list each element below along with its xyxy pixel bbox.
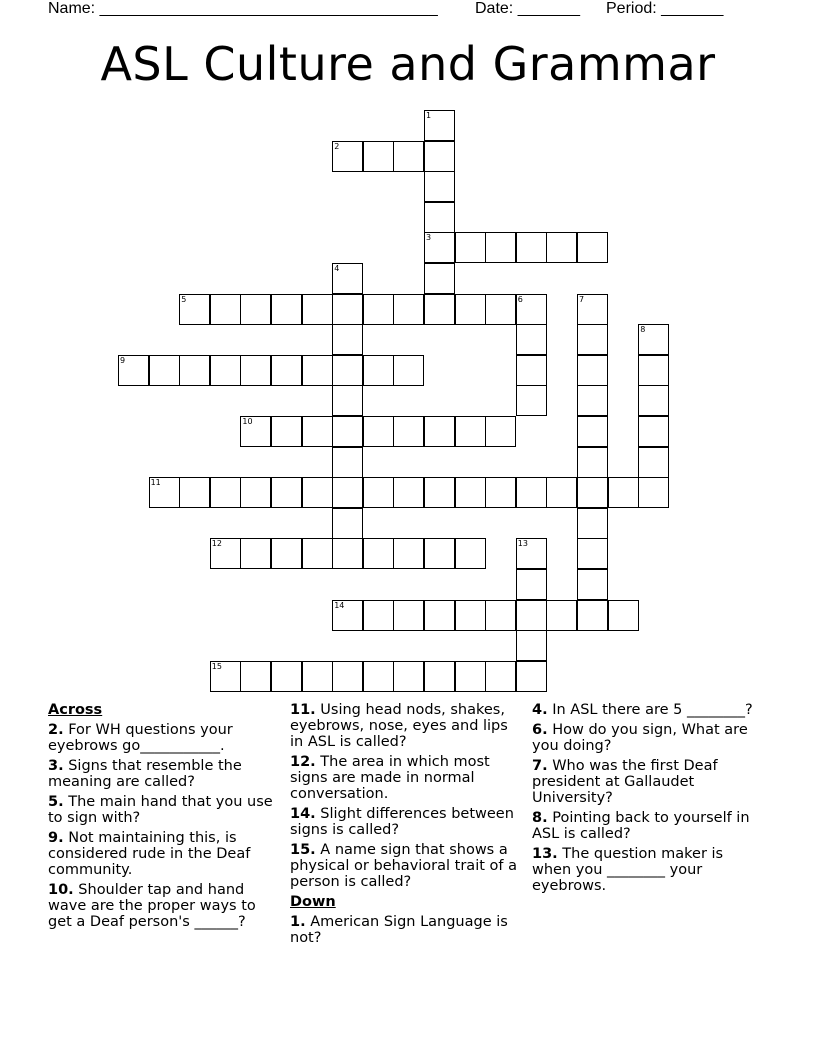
clues-column-3	[532, 702, 764, 898]
grid-cell[interactable]	[302, 538, 333, 569]
grid-cell[interactable]	[363, 141, 394, 172]
cell-number: 11	[150, 478, 161, 488]
cell-number: 13	[517, 539, 528, 549]
clue-down-7: 7. Who was the first Deaf president at Gallaudet University?	[532, 758, 718, 806]
grid-cell[interactable]	[516, 324, 547, 355]
grid-cell[interactable]	[516, 385, 547, 416]
clue-across-10: 10. Shoulder tap and hand wave are the proper ways to get a Deaf person's ______?	[48, 882, 256, 930]
grid-cell[interactable]	[393, 538, 424, 569]
grid-cell[interactable]	[393, 477, 424, 508]
grid-cell[interactable]	[179, 477, 210, 508]
grid-cell[interactable]	[210, 294, 241, 325]
grid-cell[interactable]	[485, 294, 516, 325]
grid-cell[interactable]	[516, 630, 547, 661]
cell-number: 15	[211, 661, 222, 671]
grid-cell[interactable]	[638, 477, 669, 508]
student-info-header	[48, 0, 748, 22]
period-field[interactable]: Period: _______	[606, 0, 724, 17]
grid-cell[interactable]	[455, 600, 486, 631]
grid-cell[interactable]	[638, 324, 669, 355]
cell-number: 7	[579, 294, 585, 304]
cell-number: 3	[426, 233, 432, 243]
grid-cell[interactable]	[393, 141, 424, 172]
grid-cell[interactable]	[271, 477, 302, 508]
grid-cell[interactable]	[485, 600, 516, 631]
grid-cell[interactable]	[393, 661, 424, 692]
grid-cell[interactable]	[271, 661, 302, 692]
puzzle-title: ASL Culture and Grammar	[100, 37, 716, 91]
clue-across-11: 11. Using head nods, shakes, eyebrows, nose, eyes and lips in ASL is called?	[290, 702, 508, 750]
grid-cell[interactable]	[240, 416, 271, 447]
grid-cell[interactable]	[485, 477, 516, 508]
grid-cell[interactable]	[577, 477, 608, 508]
grid-cell[interactable]	[302, 661, 333, 692]
clue-across-14: 14. Slight differences between signs is called?	[290, 806, 514, 838]
cell-number: 12	[211, 539, 222, 549]
grid-cell[interactable]	[332, 263, 363, 294]
clue-down-4: 4. In ASL there are 5 ________?	[532, 702, 753, 718]
grid-cell[interactable]	[363, 416, 394, 447]
cell-number: 8	[640, 325, 646, 335]
grid-cell[interactable]	[302, 355, 333, 386]
grid-cell[interactable]	[424, 661, 455, 692]
grid-cell[interactable]	[455, 294, 486, 325]
grid-cell[interactable]	[210, 355, 241, 386]
clue-down-6: 6. How do you sign, What are you doing?	[532, 722, 748, 754]
grid-cell[interactable]	[363, 661, 394, 692]
grid-cell[interactable]	[577, 508, 608, 539]
grid-cell[interactable]	[516, 538, 547, 569]
grid-cell[interactable]	[271, 538, 302, 569]
grid-cell[interactable]	[577, 447, 608, 478]
grid-cell[interactable]	[577, 385, 608, 416]
grid-cell[interactable]	[424, 202, 455, 233]
grid-cell[interactable]	[424, 141, 455, 172]
grid-cell[interactable]	[240, 477, 271, 508]
grid-cell[interactable]	[302, 477, 333, 508]
grid-cell[interactable]	[271, 355, 302, 386]
grid-cell[interactable]	[363, 600, 394, 631]
cell-number: 2	[334, 141, 340, 151]
name-field[interactable]: Name: ______________________________________	[48, 0, 438, 17]
grid-cell[interactable]	[332, 508, 363, 539]
grid-cell[interactable]	[424, 538, 455, 569]
clue-across-3: 3. Signs that resemble the meaning are called?	[48, 758, 242, 790]
grid-cell[interactable]	[546, 477, 577, 508]
grid-cell[interactable]	[424, 263, 455, 294]
down-heading: Down	[290, 894, 336, 910]
grid-cell[interactable]	[424, 110, 455, 141]
grid-cell[interactable]	[302, 416, 333, 447]
grid-cell[interactable]	[638, 355, 669, 386]
grid-cell[interactable]	[516, 232, 547, 263]
cell-number: 14	[334, 600, 345, 610]
grid-cell[interactable]	[577, 538, 608, 569]
grid-cell[interactable]	[210, 477, 241, 508]
grid-cell[interactable]	[332, 661, 363, 692]
grid-cell[interactable]	[455, 232, 486, 263]
cell-number: 4	[334, 264, 340, 273]
cell-number: 9	[120, 355, 126, 365]
grid-cell[interactable]	[516, 355, 547, 386]
grid-cell[interactable]	[546, 600, 577, 631]
grid-cell[interactable]	[332, 324, 363, 355]
grid-cell[interactable]	[332, 538, 363, 569]
grid-cell[interactable]	[149, 477, 180, 508]
clue-across-15: 15. A name sign that shows a physical or behavioral trait of a person is called?	[290, 842, 517, 890]
cell-number: 10	[242, 417, 253, 426]
grid-cell[interactable]	[516, 661, 547, 692]
grid-cell[interactable]	[393, 416, 424, 447]
grid-cell[interactable]	[240, 538, 271, 569]
cell-number: 6	[517, 294, 523, 304]
grid-cell[interactable]	[332, 385, 363, 416]
grid-cell[interactable]	[577, 232, 608, 263]
grid-cell[interactable]	[332, 141, 363, 172]
grid-cell[interactable]	[485, 232, 516, 263]
grid-cell[interactable]	[332, 477, 363, 508]
cell-number: 1	[426, 111, 432, 120]
grid-cell[interactable]	[271, 416, 302, 447]
clues-column-1	[48, 702, 280, 934]
grid-cell[interactable]	[577, 416, 608, 447]
grid-cell[interactable]	[516, 600, 547, 631]
grid-cell[interactable]	[455, 538, 486, 569]
grid-cell[interactable]	[179, 294, 210, 325]
grid-cell[interactable]	[455, 477, 486, 508]
grid-cell[interactable]	[363, 477, 394, 508]
grid-cell[interactable]	[577, 569, 608, 600]
grid-cell[interactable]	[638, 447, 669, 478]
grid-cell[interactable]	[363, 538, 394, 569]
grid-cell[interactable]	[424, 416, 455, 447]
grid-cell[interactable]	[210, 538, 241, 569]
grid-cell[interactable]	[638, 416, 669, 447]
grid-cell[interactable]	[271, 294, 302, 325]
grid-cell[interactable]	[332, 447, 363, 478]
clue-across-5: 5. The main hand that you use to sign with?	[48, 794, 273, 826]
grid-cell[interactable]	[393, 355, 424, 386]
clues-column-2	[290, 702, 522, 950]
grid-cell[interactable]	[577, 355, 608, 386]
grid-cell[interactable]	[332, 294, 363, 325]
grid-cell[interactable]	[179, 355, 210, 386]
grid-cell[interactable]	[546, 232, 577, 263]
grid-cell[interactable]	[577, 294, 608, 325]
grid-cell[interactable]	[118, 355, 149, 386]
clue-down-1: 1. American Sign Language is not?	[290, 914, 508, 946]
grid-cell[interactable]	[516, 294, 547, 325]
grid-cell[interactable]	[424, 600, 455, 631]
grid-cell[interactable]	[240, 661, 271, 692]
cell-number: 5	[181, 294, 187, 304]
grid-cell[interactable]	[424, 294, 455, 325]
grid-cell[interactable]	[210, 661, 241, 692]
grid-cell[interactable]	[577, 324, 608, 355]
grid-cell[interactable]	[577, 600, 608, 631]
grid-cell[interactable]	[455, 661, 486, 692]
grid-cell[interactable]	[485, 416, 516, 447]
grid-cell[interactable]	[393, 600, 424, 631]
grid-cell[interactable]	[332, 355, 363, 386]
grid-cell[interactable]	[516, 477, 547, 508]
across-heading: Across	[48, 702, 103, 718]
grid-cell[interactable]	[363, 294, 394, 325]
clue-across-2: 2. For WH questions your eyebrows go___________.	[48, 722, 233, 754]
clue-down-13: 13. The question maker is when you ________ your eyebrows.	[532, 846, 724, 894]
grid-cell[interactable]	[393, 294, 424, 325]
clue-down-8: 8. Pointing back to yourself in ASL is called?	[532, 810, 750, 842]
grid-cell[interactable]	[638, 385, 669, 416]
clue-across-12: 12. The area in which most signs are made in normal conversation.	[290, 754, 490, 802]
grid-cell[interactable]	[149, 355, 180, 386]
grid-cell[interactable]	[424, 477, 455, 508]
grid-cell[interactable]	[332, 416, 363, 447]
grid-cell[interactable]	[455, 416, 486, 447]
clue-across-9: 9. Not maintaining this, is considered rude in the Deaf community.	[48, 830, 251, 878]
grid-cell[interactable]	[332, 600, 363, 631]
grid-cell[interactable]	[608, 477, 639, 508]
grid-cell[interactable]	[424, 232, 455, 263]
grid-cell[interactable]	[240, 355, 271, 386]
grid-cell[interactable]	[240, 294, 271, 325]
date-field[interactable]: Date: _______	[475, 0, 580, 17]
grid-cell[interactable]	[424, 171, 455, 202]
grid-cell[interactable]	[608, 600, 639, 631]
grid-cell[interactable]	[363, 355, 394, 386]
grid-cell[interactable]	[485, 661, 516, 692]
grid-cell[interactable]	[516, 569, 547, 600]
grid-cell[interactable]	[302, 294, 333, 325]
